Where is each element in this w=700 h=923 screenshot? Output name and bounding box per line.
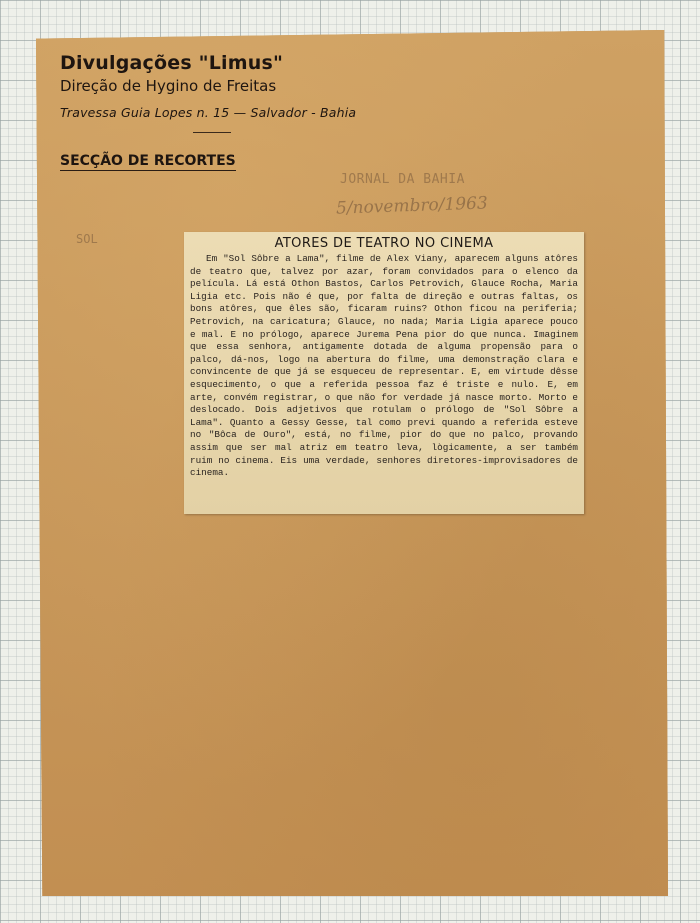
address-line: Travessa Guia Lopes n. 15 — Salvador - Bahia: [60, 105, 357, 120]
clipping-body: Em "Sol Sôbre a Lama", filme de Alex Viany, aparecem alguns atôres de teatro que, talvez por azar, foram convidados para o elenco da película. Lá está Othon Bastos, Carlos Petrovich, Glauce Rocha, Maria Ligia etc. Pois não é que, por falta de direção e outras faltas, os bons atôres, que êles são, ficaram ruins? Othon ficou na periferia; Petrovich, na caricatura; Glauce, no nada; Maria Ligia aparece pouco e mal. E no prólogo, aparece Jurema Pena pior do que nunca. Imaginem que essa senhora, antigamente dotada de alguma propensão para o palco, dá-nos, logo na abertura do filme, uma demonstração clara e convincente de que já se esqueceu de representar. E, em virtude dêsse esquecimento, o que a referida pessoa faz é triste e nulo. E, em arte, convém registrar, o que não for verdade já nasce morto. Morto e deslocado. Dois adjetivos que rotulam o prólogo de "Sol Sôbre a Lama". Quanto a Gessy Gesse, tal como previ quando a referida esteve no "Bôca de Ouro", está, no filme, pior do que no palco, provando assim que ser mal atriz em teatro leva, lògicamente, a ser também ruim no cinema. Eis uma verdade, senhores diretores-improvisadores de cinema.: [190, 253, 578, 479]
date-stamp: 5/novembro/1963: [335, 193, 489, 219]
director-line: Direção de Hygino de Freitas: [60, 77, 277, 95]
letterhead: [60, 52, 356, 120]
section-title: SECÇÃO DE RECORTES: [60, 153, 236, 169]
newspaper-clipping: [184, 232, 584, 514]
company-name: Divulgações "Limus": [60, 52, 284, 74]
source-stamp: JORNAL DA BAHIA: [340, 172, 465, 187]
header-divider: [193, 132, 231, 133]
tag-stamp: SOL: [76, 232, 98, 246]
clipping-title: ATORES DE TEATRO NO CINEMA: [274, 236, 494, 251]
